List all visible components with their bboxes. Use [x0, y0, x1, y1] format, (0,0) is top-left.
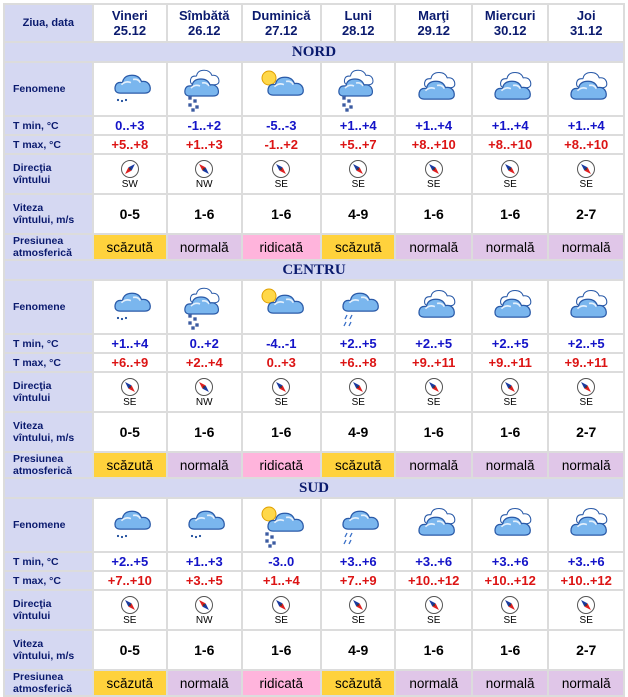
wind-direction-row [5, 155, 623, 193]
wind-speed-value: 0-5 [94, 195, 166, 233]
tmin-value: +1..+4 [396, 117, 470, 134]
tmax-value: +1..+4 [243, 572, 321, 589]
compass-icon [243, 377, 321, 397]
cloud-sun-icon [243, 284, 321, 330]
wind-direction-value: SE [351, 179, 365, 190]
wind-direction-label [5, 591, 92, 629]
wind-direction-cell [396, 591, 470, 629]
day-name: Sîmbătă [178, 8, 230, 23]
wind-speed-row [5, 195, 623, 233]
cloud-snow-light-icon [94, 502, 166, 548]
wind-direction-cell [549, 155, 623, 193]
tmax-value: +2..+4 [168, 354, 240, 371]
cloud-snow-heavy-icon [168, 66, 240, 112]
tmax-value: +10..+12 [549, 572, 623, 589]
wind-speed-value: 1-6 [473, 413, 547, 451]
wind-direction-value: NW [195, 615, 213, 626]
wind-direction-value: SE [503, 615, 517, 626]
wind-direction-cell [322, 155, 394, 193]
tmax-value: +5..+7 [322, 136, 394, 153]
tmax-value: +3..+5 [168, 572, 240, 589]
forecast-body [5, 5, 623, 695]
day-header [94, 5, 166, 41]
tmax-value: +8..+10 [549, 136, 623, 153]
tmin-value: +3..+6 [473, 553, 547, 570]
pressure-value: normală [473, 453, 547, 477]
wind-speed-label-line1: Viteza [13, 638, 44, 650]
compass-icon [94, 377, 166, 397]
day-header [322, 5, 394, 41]
compass-icon [473, 595, 547, 615]
wind-direction-cell [243, 155, 321, 193]
wind-direction-label-line2: vîntului [13, 610, 51, 622]
tmax-label: T max, °C [5, 136, 92, 153]
wind-direction-cell [243, 373, 321, 411]
cloud-overcast-icon [396, 284, 470, 330]
day-header [396, 5, 470, 41]
compass-icon [94, 595, 166, 615]
wind-direction-value: SE [274, 397, 288, 408]
phenomena-row [5, 63, 623, 115]
cloud-snow-heavy-icon [322, 66, 394, 112]
weather-cell [549, 63, 623, 115]
tmin-value: +2..+5 [473, 335, 547, 352]
tmax-value: +8..+10 [396, 136, 470, 153]
tmin-value: 0..+3 [94, 117, 166, 134]
phenomena-row [5, 281, 623, 333]
wind-direction-cell [94, 155, 166, 193]
wind-speed-label-line1: Viteza [13, 202, 44, 214]
day-date: 27.12 [264, 23, 298, 38]
weather-cell [396, 281, 470, 333]
compass-icon [549, 377, 623, 397]
cloud-overcast-icon [396, 66, 470, 112]
compass-icon [549, 159, 623, 179]
wind-direction-cell [322, 373, 394, 411]
weather-cell [168, 281, 240, 333]
day-name: Vineri [111, 8, 148, 23]
weather-cell [549, 499, 623, 551]
tmin-value: -3..0 [243, 553, 321, 570]
weather-cell [243, 63, 321, 115]
wind-speed-value: 1-6 [473, 195, 547, 233]
day-date: 30.12 [493, 23, 527, 38]
day-date: 29.12 [417, 23, 450, 38]
header-label: Ziua, data [5, 5, 92, 41]
header-row [5, 5, 623, 41]
wind-speed-value: 0-5 [94, 413, 166, 451]
tmax-value: +10..+12 [473, 572, 547, 589]
weather-cell [322, 281, 394, 333]
tmin-value: +1..+4 [94, 335, 166, 352]
pressure-value: normală [168, 235, 240, 259]
tmin-row [5, 553, 623, 570]
wind-speed-label [5, 631, 92, 669]
wind-direction-value: SW [121, 179, 138, 190]
pressure-label-line1: Presiunea [13, 671, 64, 683]
compass-icon [322, 159, 394, 179]
wind-speed-value: 1-6 [396, 195, 470, 233]
tmax-value: +1..+3 [168, 136, 240, 153]
region-title: NORD [5, 43, 623, 61]
tmax-value: +6..+8 [322, 354, 394, 371]
day-name: Miercuri [484, 8, 536, 23]
wind-direction-value: SE [427, 397, 441, 408]
pressure-row [5, 671, 623, 695]
compass-icon [168, 595, 240, 615]
day-name: Joi [576, 8, 596, 23]
day-date: 31.12 [569, 23, 603, 38]
wind-speed-value: 1-6 [243, 413, 321, 451]
tmax-value: +10..+12 [396, 572, 470, 589]
pressure-value: normală [396, 671, 470, 695]
region-title: SUD [5, 479, 623, 497]
wind-direction-cell [473, 155, 547, 193]
tmin-value: +1..+4 [322, 117, 394, 134]
compass-icon [396, 377, 470, 397]
pressure-value: normală [396, 235, 470, 259]
pressure-row [5, 453, 623, 477]
weather-cell [473, 499, 547, 551]
tmax-row [5, 354, 623, 371]
tmin-value: +1..+3 [168, 553, 240, 570]
pressure-value: normală [549, 453, 623, 477]
pressure-value: scăzută [94, 453, 166, 477]
cloud-sleet-icon [322, 284, 394, 330]
weather-cell [549, 281, 623, 333]
wind-speed-label-line1: Viteza [13, 420, 44, 432]
tmin-value: +3..+6 [322, 553, 394, 570]
wind-speed-value: 2-7 [549, 631, 623, 669]
compass-icon [396, 595, 470, 615]
pressure-row [5, 235, 623, 259]
weather-cell [473, 281, 547, 333]
cloud-snow-light-icon [94, 284, 166, 330]
region-title: CENTRU [5, 261, 623, 279]
tmin-value: 0..+2 [168, 335, 240, 352]
wind-direction-value: SE [274, 615, 288, 626]
pressure-value: normală [473, 671, 547, 695]
cloud-sun-snow-icon [243, 502, 321, 548]
pressure-value: scăzută [322, 453, 394, 477]
pressure-value: scăzută [322, 671, 394, 695]
tmax-row [5, 572, 623, 589]
wind-speed-value: 2-7 [549, 413, 623, 451]
wind-speed-value: 1-6 [473, 631, 547, 669]
day-header [473, 5, 547, 41]
wind-direction-value: SE [427, 615, 441, 626]
tmin-value: +3..+6 [396, 553, 470, 570]
tmax-value: +7..+10 [94, 572, 166, 589]
wind-speed-value: 1-6 [396, 413, 470, 451]
day-name: Duminică [251, 8, 311, 23]
tmin-row [5, 335, 623, 352]
pressure-label-line2: atmosferică [13, 465, 72, 477]
wind-direction-value: NW [195, 179, 213, 190]
tmin-value: +1..+4 [549, 117, 623, 134]
pressure-label [5, 671, 92, 695]
pressure-value: ridicată [243, 453, 321, 477]
compass-icon [168, 159, 240, 179]
tmax-row [5, 136, 623, 153]
phenomena-row [5, 499, 623, 551]
wind-speed-label [5, 413, 92, 451]
weather-cell [94, 499, 166, 551]
wind-direction-label [5, 373, 92, 411]
wind-direction-value: SE [123, 615, 137, 626]
wind-direction-label [5, 155, 92, 193]
pressure-value: normală [549, 671, 623, 695]
compass-icon [243, 159, 321, 179]
tmax-label: T max, °C [5, 572, 92, 589]
wind-direction-cell [473, 373, 547, 411]
pressure-label-line1: Presiunea [13, 453, 64, 465]
wind-speed-value: 2-7 [549, 195, 623, 233]
tmin-value: +2..+5 [549, 335, 623, 352]
wind-direction-label-line2: vîntului [13, 174, 51, 186]
weather-cell [168, 63, 240, 115]
pressure-label [5, 453, 92, 477]
tmin-label: T min, °C [5, 553, 92, 570]
cloud-snow-sleet-icon [168, 284, 240, 330]
weather-cell [473, 63, 547, 115]
cloud-sun-icon [243, 66, 321, 112]
tmax-value: +9..+11 [396, 354, 470, 371]
pressure-value: scăzută [94, 235, 166, 259]
wind-speed-value: 1-6 [396, 631, 470, 669]
pressure-label [5, 235, 92, 259]
tmax-value: -1..+2 [243, 136, 321, 153]
phenomena-label: Fenomene [5, 63, 92, 115]
tmax-value: +9..+11 [473, 354, 547, 371]
day-header [243, 5, 321, 41]
cloud-overcast-icon [396, 502, 470, 548]
tmin-value: +2..+5 [396, 335, 470, 352]
pressure-value: ridicată [243, 671, 321, 695]
wind-speed-row [5, 631, 623, 669]
pressure-value: normală [473, 235, 547, 259]
wind-speed-value: 1-6 [168, 413, 240, 451]
wind-direction-value: SE [274, 179, 288, 190]
wind-speed-value: 1-6 [243, 195, 321, 233]
tmin-value: -5..-3 [243, 117, 321, 134]
compass-icon [94, 159, 166, 179]
wind-speed-label-line2: vîntului, m/s [13, 214, 75, 226]
wind-speed-label [5, 195, 92, 233]
wind-speed-value: 1-6 [168, 631, 240, 669]
tmin-value: +3..+6 [549, 553, 623, 570]
wind-speed-value: 4-9 [322, 413, 394, 451]
tmin-value: +2..+5 [322, 335, 394, 352]
weather-cell [396, 499, 470, 551]
wind-direction-cell [243, 591, 321, 629]
wind-direction-value: SE [351, 397, 365, 408]
phenomena-label: Fenomene [5, 281, 92, 333]
region-row [5, 43, 623, 61]
wind-direction-value: NW [195, 397, 213, 408]
pressure-value: normală [396, 453, 470, 477]
wind-direction-cell [168, 591, 240, 629]
pressure-value: normală [549, 235, 623, 259]
wind-direction-cell [549, 591, 623, 629]
wind-direction-cell [94, 373, 166, 411]
pressure-value: ridicată [243, 235, 321, 259]
tmax-value: +7..+9 [322, 572, 394, 589]
pressure-value: scăzută [94, 671, 166, 695]
wind-speed-label-line2: vîntului, m/s [13, 432, 75, 444]
wind-direction-cell [322, 591, 394, 629]
wind-direction-value: SE [579, 397, 593, 408]
tmin-value: -1..+2 [168, 117, 240, 134]
compass-icon [549, 595, 623, 615]
forecast-table [3, 3, 625, 697]
cloud-snow-light-icon [168, 502, 240, 548]
region-row [5, 479, 623, 497]
tmax-label: T max, °C [5, 354, 92, 371]
wind-direction-value: SE [503, 179, 517, 190]
wind-speed-value: 1-6 [243, 631, 321, 669]
region-row [5, 261, 623, 279]
day-date: 28.12 [341, 23, 375, 38]
wind-direction-row [5, 591, 623, 629]
tmin-label: T min, °C [5, 335, 92, 352]
wind-speed-value: 4-9 [322, 631, 394, 669]
day-date: 26.12 [187, 23, 221, 38]
wind-direction-label-line1: Direcţia [13, 598, 52, 610]
wind-direction-value: SE [503, 397, 517, 408]
tmin-row [5, 117, 623, 134]
wind-direction-cell [396, 155, 470, 193]
compass-icon [322, 377, 394, 397]
wind-speed-row [5, 413, 623, 451]
tmin-value: +2..+5 [94, 553, 166, 570]
weather-cell [243, 499, 321, 551]
compass-icon [396, 159, 470, 179]
day-header [549, 5, 623, 41]
compass-icon [473, 377, 547, 397]
wind-speed-value: 1-6 [168, 195, 240, 233]
weather-cell [94, 281, 166, 333]
wind-direction-cell [94, 591, 166, 629]
wind-direction-value: SE [579, 179, 593, 190]
day-name: Luni [344, 8, 372, 23]
wind-direction-cell [549, 373, 623, 411]
cloud-snow-light-icon [94, 66, 166, 112]
wind-direction-cell [168, 155, 240, 193]
wind-direction-row [5, 373, 623, 411]
wind-direction-value: SE [123, 397, 137, 408]
phenomena-label: Fenomene [5, 499, 92, 551]
tmax-value: +9..+11 [549, 354, 623, 371]
tmin-value: -4..-1 [243, 335, 321, 352]
cloud-overcast-icon [549, 66, 623, 112]
weather-cell [396, 63, 470, 115]
pressure-label-line2: atmosferică [13, 247, 72, 259]
cloud-overcast-icon [473, 66, 547, 112]
wind-speed-label-line2: vîntului, m/s [13, 650, 75, 662]
tmin-label: T min, °C [5, 117, 92, 134]
cloud-overcast-icon [473, 502, 547, 548]
pressure-label-line1: Presiunea [13, 235, 64, 247]
pressure-value: normală [168, 453, 240, 477]
cloud-overcast-icon [549, 502, 623, 548]
cloud-overcast-icon [549, 284, 623, 330]
wind-speed-value: 4-9 [322, 195, 394, 233]
day-header [168, 5, 240, 41]
weather-cell [94, 63, 166, 115]
wind-direction-cell [396, 373, 470, 411]
weather-cell [322, 63, 394, 115]
tmin-value: +1..+4 [473, 117, 547, 134]
compass-icon [322, 595, 394, 615]
wind-direction-label-line2: vîntului [13, 392, 51, 404]
compass-icon [473, 159, 547, 179]
wind-direction-cell [473, 591, 547, 629]
tmax-value: +5..+8 [94, 136, 166, 153]
wind-direction-label-line1: Direcţia [13, 162, 52, 174]
compass-icon [243, 595, 321, 615]
wind-speed-value: 0-5 [94, 631, 166, 669]
weather-cell [168, 499, 240, 551]
pressure-label-line2: atmosferică [13, 683, 72, 695]
wind-direction-cell [168, 373, 240, 411]
wind-direction-value: SE [427, 179, 441, 190]
wind-direction-label-line1: Direcţia [13, 380, 52, 392]
tmax-value: +6..+9 [94, 354, 166, 371]
day-date: 25.12 [113, 23, 147, 38]
day-name: Marţi [418, 8, 450, 23]
pressure-value: scăzută [322, 235, 394, 259]
wind-direction-value: SE [351, 615, 365, 626]
weather-cell [243, 281, 321, 333]
pressure-value: normală [168, 671, 240, 695]
compass-icon [168, 377, 240, 397]
tmax-value: 0..+3 [243, 354, 321, 371]
wind-direction-value: SE [579, 615, 593, 626]
tmax-value: +8..+10 [473, 136, 547, 153]
cloud-sleet-icon [322, 502, 394, 548]
weather-cell [322, 499, 394, 551]
cloud-overcast-icon [473, 284, 547, 330]
